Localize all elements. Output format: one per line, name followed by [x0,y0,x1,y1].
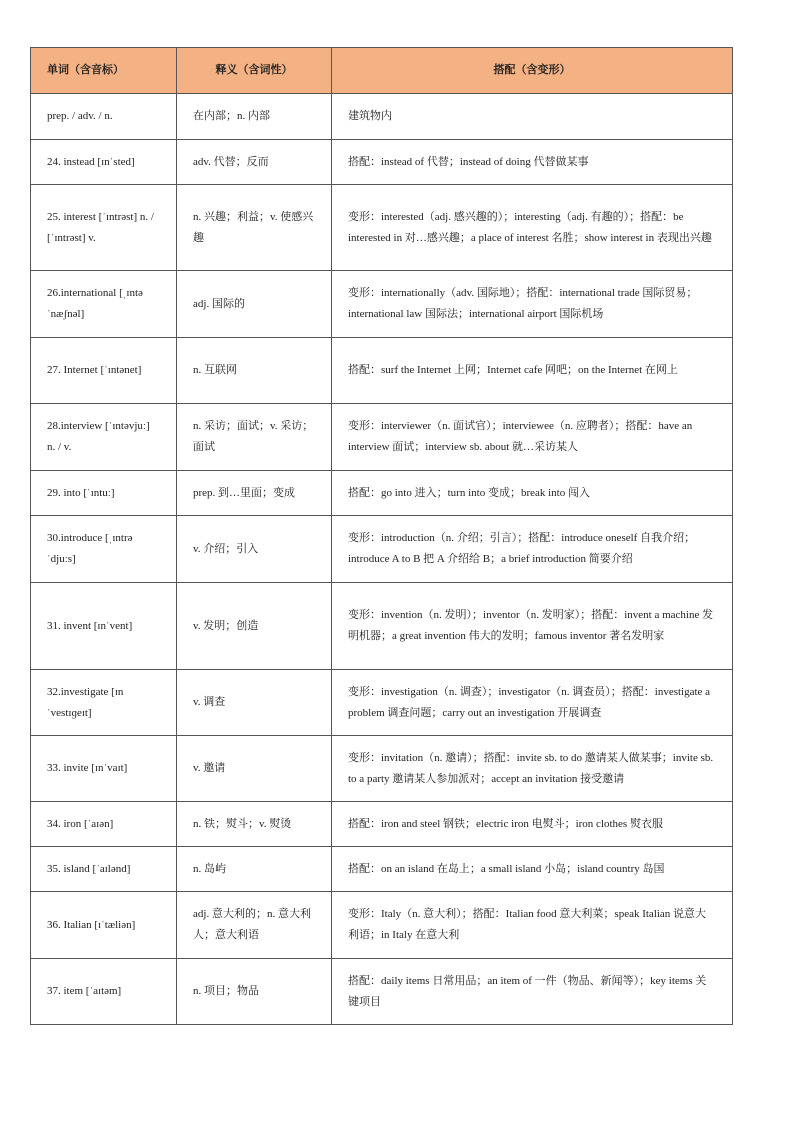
header-meaning: 释义（含词性） [177,48,332,94]
table-row [31,471,733,516]
meaning-cell: v. 发明；创造 [177,583,332,670]
collocation-cell: 搭配：on an island 在岛上；a small island 小岛；island country 岛国 [332,847,733,892]
word-cell: 36. Italian [ɪˈtæliən] [31,892,177,959]
meaning-cell: n. 铁；熨斗；v. 熨烫 [177,802,332,847]
word-cell: 29. into [ˈɪntuː] [31,471,177,516]
collocation-cell: 变形：Italy（n. 意大利）；搭配：Italian food 意大利菜；speak Italian 说意大利语；in Italy 在意大利 [332,892,733,959]
table-row [31,847,733,892]
collocation-cell: 变形：invitation（n. 邀请）；搭配：invite sb. to do 邀请某人做某事；invite sb. to a party 邀请某人参加派对；accept an invitation 接受邀请 [332,736,733,802]
collocation-cell: 变形：invention（n. 发明）；inventor（n. 发明家）；搭配：invent a machine 发明机器；a great invention 伟大的发明；famous inventor 著名发明家 [332,583,733,670]
meaning-cell: 在内部；n. 内部 [177,94,332,140]
meaning-cell: n. 岛屿 [177,847,332,892]
word-cell: 28.interview [ˈɪntəvjuː] n. / v. [31,404,177,471]
word-cell: 24. instead [ɪnˈsted] [31,140,177,185]
header-word: 单词（含音标） [31,48,177,94]
collocation-cell: 变形：internationally（adv. 国际地）；搭配：international trade 国际贸易；international law 国际法；international airport 国际机场 [332,271,733,338]
word-cell: 37. item [ˈaɪtəm] [31,959,177,1025]
table-row [31,94,733,140]
word-cell: 34. iron [ˈaɪən] [31,802,177,847]
header-collocation: 搭配（含变形） [332,48,733,94]
table-row [31,736,733,802]
table-row [31,140,733,185]
word-cell: 35. island [ˈaɪlənd] [31,847,177,892]
table-row [31,959,733,1025]
table-row [31,583,733,670]
word-cell: 27. Internet [ˈɪntənet] [31,338,177,404]
table-row [31,338,733,404]
collocation-cell: 搭配：daily items 日常用品；an item of 一件（物品、新闻等）；key items 关键项目 [332,959,733,1025]
meaning-cell: n. 互联网 [177,338,332,404]
collocation-cell: 搭配：iron and steel 钢铁；electric iron 电熨斗；iron clothes 熨衣服 [332,802,733,847]
collocation-cell: 变形：interested（adj. 感兴趣的）；interesting（adj. 有趣的）；搭配：be interested in 对…感兴趣；a place of interest 名胜；show interest in 表现出兴趣 [332,185,733,271]
meaning-cell: v. 调查 [177,670,332,736]
meaning-cell: adj. 国际的 [177,271,332,338]
table-header-row [31,48,733,94]
meaning-cell: adj. 意大利的；n. 意大利人；意大利语 [177,892,332,959]
word-cell: 33. invite [ɪnˈvaɪt] [31,736,177,802]
word-cell: 32.investigate [ɪnˈvestɪɡeɪt] [31,670,177,736]
word-cell: 30.introduce [ˌɪntrəˈdjuːs] [31,516,177,583]
word-cell: prep. / adv. / n. [31,94,177,140]
collocation-cell: 变形：introduction（n. 介绍；引言）；搭配：introduce oneself 自我介绍；introduce A to B 把 A 介绍给 B；a brief introduction 简要介绍 [332,516,733,583]
meaning-cell: n. 采访；面试；v. 采访；面试 [177,404,332,471]
table-row [31,185,733,271]
meaning-cell: prep. 到…里面；变成 [177,471,332,516]
table-row [31,802,733,847]
collocation-cell: 搭配：surf the Internet 上网；Internet cafe 网吧；on the Internet 在网上 [332,338,733,404]
table-row [31,516,733,583]
table-row [31,670,733,736]
collocation-cell: 变形：interviewer（n. 面试官）；interviewee（n. 应聘者）；搭配：have an interview 面试；interview sb. about 就…采访某人 [332,404,733,471]
collocation-cell: 搭配：instead of 代替；instead of doing 代替做某事 [332,140,733,185]
word-cell: 25. interest [ˈɪntrəst] n. / [ˈɪntrəst] v. [31,185,177,271]
word-cell: 26.international [ˌɪntəˈnæʃnəl] [31,271,177,338]
meaning-cell: adv. 代替；反而 [177,140,332,185]
meaning-cell: n. 项目；物品 [177,959,332,1025]
meaning-cell: n. 兴趣；利益；v. 使感兴趣 [177,185,332,271]
collocation-cell: 建筑物内 [332,94,733,140]
meaning-cell: v. 介绍；引入 [177,516,332,583]
collocation-cell: 变形：investigation（n. 调查）；investigator（n. 调查员）；搭配：investigate a problem 调查问题；carry out an investigation 开展调查 [332,670,733,736]
collocation-cell: 搭配：go into 进入；turn into 变成；break into 闯入 [332,471,733,516]
table-row [31,892,733,959]
table-row [31,271,733,338]
vocabulary-table [30,47,733,1025]
table-row [31,404,733,471]
word-cell: 31. invent [ɪnˈvent] [31,583,177,670]
meaning-cell: v. 邀请 [177,736,332,802]
